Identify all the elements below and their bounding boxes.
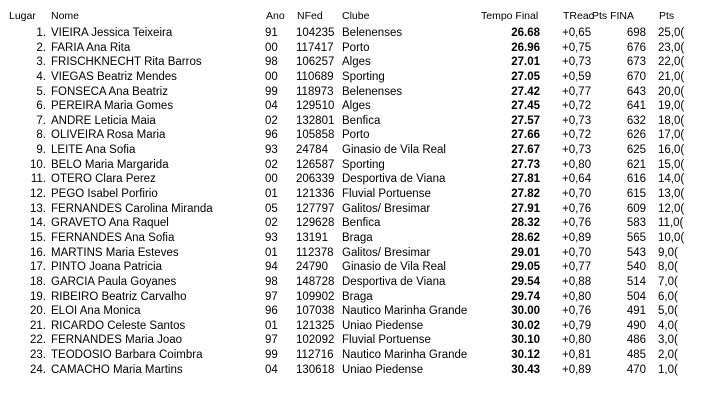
cell-clube: Nautico Marinha Grande <box>342 305 468 318</box>
cell-pts: 13,0( <box>658 188 685 201</box>
cell-pts-fina: 670 <box>626 70 646 83</box>
cell-ano: 99 <box>265 85 278 98</box>
cell-nfed: 121336 <box>296 188 335 201</box>
header-clube: Clube <box>342 10 370 22</box>
cell-nfed: 112716 <box>296 349 334 362</box>
cell-tempo-final: 29.74 <box>511 290 540 303</box>
cell-pts-fina: 486 <box>626 334 646 347</box>
table-row <box>0 363 712 378</box>
cell-treac: +0,72 <box>562 100 592 113</box>
cell-treac: +0,89 <box>562 363 592 376</box>
cell-lugar: 15. <box>30 231 46 244</box>
cell-ano: 04 <box>265 363 278 376</box>
table-row <box>0 275 712 290</box>
cell-lugar: 18. <box>30 275 46 288</box>
table-row <box>0 143 712 158</box>
header-nfed: NFed <box>297 10 323 22</box>
cell-nome: FERNANDES Carolina Miranda <box>51 202 213 215</box>
cell-tempo-final: 30.12 <box>511 349 540 362</box>
cell-ano: 93 <box>265 144 278 157</box>
cell-pts-fina: 626 <box>626 129 646 142</box>
table-row <box>0 231 712 246</box>
cell-nome: VIEIRA Jessica Teixeira <box>51 27 173 39</box>
cell-clube: Porto <box>342 129 370 142</box>
cell-nome: LEITE Ana Sofia <box>51 144 136 157</box>
cell-pts-fina: 615 <box>626 188 646 201</box>
cell-lugar: 22. <box>30 334 46 347</box>
table-row <box>0 304 712 319</box>
cell-lugar: 19. <box>30 290 46 303</box>
cell-tempo-final: 29.54 <box>511 275 540 288</box>
cell-lugar: 21. <box>30 319 46 332</box>
cell-tempo-final: 28.32 <box>511 217 540 230</box>
cell-clube: Sporting <box>342 70 385 83</box>
cell-ano: 98 <box>265 275 278 288</box>
table-row <box>0 99 712 114</box>
cell-pts-fina: 632 <box>626 114 646 127</box>
results-table-body <box>0 26 712 377</box>
table-row <box>0 26 712 41</box>
cell-pts: 17,0( <box>658 129 685 142</box>
cell-ano: 01 <box>265 188 278 201</box>
table-row <box>0 172 712 187</box>
header-nome: Nome <box>51 10 80 22</box>
cell-clube: Alges <box>342 100 371 113</box>
cell-clube: Fluvial Portuense <box>342 334 431 347</box>
cell-pts-fina: 565 <box>626 231 646 244</box>
cell-clube: Benfica <box>342 114 381 127</box>
cell-lugar: 2. <box>36 41 46 54</box>
cell-nfed: 109902 <box>296 290 335 303</box>
cell-clube: Nautico Marinha Grande <box>342 349 468 362</box>
cell-treac: +0,73 <box>562 144 592 157</box>
cell-pts: 7,0( <box>658 275 678 288</box>
cell-pts: 23,0( <box>658 41 685 54</box>
cell-treac: +0,65 <box>562 27 592 39</box>
cell-pts: 6,0( <box>658 290 678 303</box>
cell-clube: Belenenses <box>342 85 403 98</box>
cell-lugar: 20. <box>30 305 46 318</box>
cell-lugar: 10. <box>30 158 46 171</box>
cell-ano: 01 <box>265 319 278 332</box>
cell-ano: 96 <box>265 305 278 318</box>
cell-pts-fina: 609 <box>626 202 646 215</box>
cell-nfed: 104235 <box>296 27 335 39</box>
cell-pts: 12,0( <box>658 202 685 215</box>
cell-pts: 18,0( <box>658 114 685 127</box>
cell-nome: PINTO Joana Patricia <box>51 261 163 274</box>
cell-pts: 22,0( <box>658 56 685 69</box>
cell-pts-fina: 470 <box>626 363 646 376</box>
cell-tempo-final: 30.00 <box>511 305 540 318</box>
header-ano: Ano <box>266 10 285 22</box>
cell-pts-fina: 676 <box>626 41 646 54</box>
cell-clube: Galitos/ Bresimar <box>342 202 431 215</box>
cell-pts-fina: 673 <box>626 56 646 69</box>
header-lugar: Lugar <box>9 10 36 22</box>
cell-pts: 25,0( <box>658 27 685 39</box>
cell-nfed: 24790 <box>296 261 328 274</box>
cell-nfed: 132801 <box>296 114 335 127</box>
cell-ano: 02 <box>265 158 278 171</box>
cell-pts-fina: 625 <box>626 144 646 157</box>
cell-nome: VIEGAS Beatriz Mendes <box>51 70 177 83</box>
header-pts-fina: Pts FINA <box>592 10 635 22</box>
cell-nfed: 129628 <box>296 217 335 230</box>
cell-treac: +0,76 <box>562 217 592 230</box>
cell-treac: +0,72 <box>562 129 592 142</box>
cell-clube: Sporting <box>342 158 385 171</box>
cell-lugar: 5. <box>36 85 46 98</box>
cell-treac: +0,64 <box>562 173 592 186</box>
cell-treac: +0,73 <box>562 114 592 127</box>
cell-clube: Ginasio de Vila Real <box>342 261 446 274</box>
cell-ano: 97 <box>265 290 278 303</box>
cell-pts: 1,0( <box>658 363 678 376</box>
header-treac: TReac <box>563 10 594 22</box>
cell-nfed: 13191 <box>296 231 328 244</box>
cell-pts: 8,0( <box>658 261 678 274</box>
cell-pts-fina: 491 <box>626 305 646 318</box>
cell-pts-fina: 643 <box>626 85 646 98</box>
cell-clube: Galitos/ Bresimar <box>342 246 431 259</box>
cell-tempo-final: 27.81 <box>511 173 540 186</box>
cell-nfed: 106257 <box>296 56 335 69</box>
cell-tempo-final: 27.42 <box>511 85 540 98</box>
cell-ano: 04 <box>265 100 278 113</box>
cell-pts-fina: 698 <box>626 27 646 39</box>
cell-ano: 00 <box>265 41 278 54</box>
cell-ano: 97 <box>265 334 278 347</box>
cell-tempo-final: 30.10 <box>511 334 540 347</box>
cell-nfed: 112378 <box>296 246 334 259</box>
cell-ano: 98 <box>265 56 278 69</box>
cell-pts-fina: 621 <box>626 158 646 171</box>
cell-lugar: 8. <box>36 129 46 142</box>
cell-nfed: 24784 <box>296 144 328 157</box>
cell-pts-fina: 504 <box>626 290 646 303</box>
cell-ano: 96 <box>265 129 278 142</box>
cell-nfed: 127797 <box>296 202 335 215</box>
cell-nome: FONSECA Ana Beatriz <box>51 85 168 98</box>
cell-pts-fina: 616 <box>626 173 646 186</box>
cell-nfed: 121325 <box>296 319 335 332</box>
results-table-header <box>0 9 712 23</box>
cell-clube: Uniao Piedense <box>342 363 424 376</box>
cell-tempo-final: 27.82 <box>511 188 540 201</box>
cell-lugar: 9. <box>36 144 46 157</box>
table-row <box>0 187 712 202</box>
table-row <box>0 216 712 231</box>
cell-nfed: 118973 <box>296 85 334 98</box>
cell-nome: GARCIA Paula Goyanes <box>51 275 177 288</box>
cell-tempo-final: 27.73 <box>511 158 540 171</box>
cell-tempo-final: 28.62 <box>511 231 540 244</box>
cell-tempo-final: 29.01 <box>511 246 540 259</box>
cell-clube: Braga <box>342 290 373 303</box>
cell-lugar: 17. <box>30 261 46 274</box>
cell-nome: FARIA Ana Rita <box>51 41 131 54</box>
cell-ano: 00 <box>265 70 278 83</box>
cell-ano: 93 <box>265 231 278 244</box>
cell-ano: 02 <box>265 217 278 230</box>
cell-nome: RICARDO Celeste Santos <box>51 319 186 332</box>
cell-lugar: 1. <box>36 27 46 39</box>
table-row <box>0 41 712 56</box>
cell-treac: +0,80 <box>562 158 592 171</box>
cell-tempo-final: 27.67 <box>511 144 540 157</box>
cell-nome: BELO Maria Margarida <box>51 158 169 171</box>
cell-pts-fina: 540 <box>626 261 646 274</box>
cell-nfed: 129510 <box>296 100 335 113</box>
cell-clube: Belenenses <box>342 27 403 39</box>
table-row <box>0 333 712 348</box>
cell-nome: OTERO Clara Perez <box>51 173 156 186</box>
cell-tempo-final: 27.45 <box>511 100 540 113</box>
cell-lugar: 13. <box>30 202 46 215</box>
cell-nfed: 130618 <box>296 363 335 376</box>
cell-pts: 21,0( <box>658 70 685 83</box>
table-row <box>0 128 712 143</box>
cell-clube: Braga <box>342 231 373 244</box>
cell-nfed: 107038 <box>296 305 335 318</box>
cell-nome: FERNANDES Maria Joao <box>51 334 183 347</box>
table-row <box>0 246 712 261</box>
cell-treac: +0,70 <box>562 188 592 201</box>
cell-pts: 20,0( <box>658 85 685 98</box>
cell-nome: GRAVETO Ana Raquel <box>51 217 169 230</box>
cell-nome: PEREIRA Maria Gomes <box>51 100 174 113</box>
cell-treac: +0,73 <box>562 56 592 69</box>
cell-clube: Desportiva de Viana <box>342 275 446 288</box>
cell-nome: ELOI Ana Monica <box>51 305 141 318</box>
cell-pts: 2,0( <box>658 349 678 362</box>
cell-nfed: 117417 <box>296 41 334 54</box>
cell-treac: +0,77 <box>562 261 592 274</box>
table-row <box>0 260 712 275</box>
cell-lugar: 14. <box>30 217 46 230</box>
cell-pts: 15,0( <box>658 158 685 171</box>
cell-nome: RIBEIRO Beatriz Carvalho <box>51 290 187 303</box>
cell-ano: 01 <box>265 246 278 259</box>
cell-clube: Ginasio de Vila Real <box>342 144 446 157</box>
cell-treac: +0,59 <box>562 70 592 83</box>
cell-pts-fina: 641 <box>626 100 646 113</box>
cell-lugar: 11. <box>30 173 46 186</box>
cell-nome: TEODOSIO Barbara Coimbra <box>51 349 203 362</box>
cell-tempo-final: 30.02 <box>511 319 540 332</box>
cell-clube: Alges <box>342 56 371 69</box>
table-row <box>0 202 712 217</box>
cell-pts: 5,0( <box>658 305 678 318</box>
cell-clube: Uniao Piedense <box>342 319 424 332</box>
cell-pts: 11,0( <box>658 217 684 230</box>
cell-treac: +0,81 <box>562 349 592 362</box>
table-row <box>0 70 712 85</box>
cell-nome: MARTINS Maria Esteves <box>51 246 179 259</box>
cell-lugar: 3. <box>36 56 46 69</box>
table-row <box>0 348 712 363</box>
cell-treac: +0,75 <box>562 41 592 54</box>
cell-pts: 9,0( <box>658 246 678 259</box>
cell-tempo-final: 27.66 <box>511 129 540 142</box>
cell-pts: 10,0( <box>658 231 685 244</box>
cell-tempo-final: 27.91 <box>511 202 540 215</box>
table-row <box>0 319 712 334</box>
cell-nfed: 110689 <box>296 70 334 83</box>
cell-treac: +0,77 <box>562 85 592 98</box>
cell-clube: Benfica <box>342 217 381 230</box>
cell-nfed: 126587 <box>296 158 335 171</box>
cell-tempo-final: 30.43 <box>511 363 540 376</box>
cell-nfed: 206339 <box>296 173 335 186</box>
cell-nome: ANDRE Leticia Maia <box>51 114 156 127</box>
cell-treac: +0,80 <box>562 334 592 347</box>
cell-nome: CAMACHO Maria Martins <box>51 363 183 376</box>
cell-pts: 16,0( <box>658 144 685 157</box>
cell-clube: Porto <box>342 41 370 54</box>
cell-tempo-final: 29.05 <box>511 261 540 274</box>
cell-ano: 91 <box>265 27 278 39</box>
cell-ano: 94 <box>265 261 278 274</box>
cell-treac: +0,76 <box>562 305 592 318</box>
cell-lugar: 24. <box>30 363 46 376</box>
table-row <box>0 114 712 129</box>
header-tempo-final: Tempo Final <box>481 10 539 22</box>
cell-lugar: 16. <box>30 246 46 259</box>
table-row <box>0 158 712 173</box>
cell-tempo-final: 26.68 <box>511 27 540 39</box>
cell-tempo-final: 26.96 <box>511 41 540 54</box>
header-pts: Pts <box>659 10 675 22</box>
cell-lugar: 6. <box>36 100 46 113</box>
cell-nome: PEGO Isabel Porfirio <box>51 188 158 201</box>
cell-tempo-final: 27.57 <box>511 114 540 127</box>
cell-pts: 19,0( <box>658 100 685 113</box>
cell-tempo-final: 27.01 <box>511 56 540 69</box>
cell-nfed: 102092 <box>296 334 335 347</box>
cell-treac: +0,80 <box>562 290 592 303</box>
cell-nome: FRISCHKNECHT Rita Barros <box>51 56 202 69</box>
cell-pts-fina: 514 <box>626 275 646 288</box>
table-row <box>0 55 712 70</box>
cell-nfed: 105858 <box>296 129 335 142</box>
cell-clube: Fluvial Portuense <box>342 188 431 201</box>
cell-pts: 4,0( <box>658 319 678 332</box>
table-row <box>0 290 712 305</box>
cell-clube: Desportiva de Viana <box>342 173 446 186</box>
cell-nome: OLIVEIRA Rosa Maria <box>51 129 166 142</box>
cell-treac: +0,79 <box>562 319 592 332</box>
cell-pts-fina: 543 <box>626 246 646 259</box>
cell-lugar: 12. <box>30 188 46 201</box>
cell-treac: +0,89 <box>562 231 592 244</box>
cell-lugar: 7. <box>36 114 46 127</box>
cell-ano: 05 <box>265 202 278 215</box>
cell-nome: FERNANDES Ana Sofia <box>51 231 175 244</box>
cell-pts-fina: 583 <box>626 217 646 230</box>
table-row <box>0 85 712 100</box>
cell-pts: 3,0( <box>658 334 678 347</box>
cell-ano: 00 <box>265 173 278 186</box>
cell-treac: +0,76 <box>562 202 592 215</box>
cell-lugar: 23. <box>30 349 46 362</box>
cell-pts: 14,0( <box>658 173 685 186</box>
cell-tempo-final: 27.05 <box>511 70 540 83</box>
cell-nfed: 148728 <box>296 275 335 288</box>
cell-treac: +0,88 <box>562 275 592 288</box>
cell-ano: 99 <box>265 349 278 362</box>
cell-pts-fina: 485 <box>626 349 646 362</box>
cell-ano: 02 <box>265 114 278 127</box>
cell-treac: +0,70 <box>562 246 592 259</box>
cell-lugar: 4. <box>36 70 46 83</box>
cell-pts-fina: 490 <box>626 319 646 332</box>
